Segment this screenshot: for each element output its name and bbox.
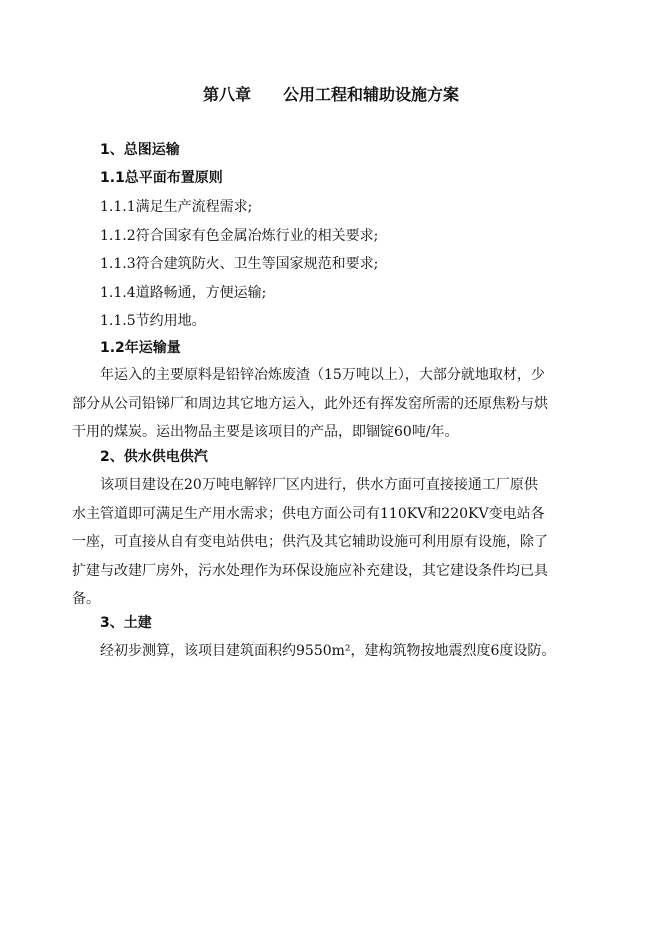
- chapter-title: 第八章 公用工程和辅助设施方案: [202, 85, 459, 104]
- paragraph-line: 该项目建设在20万吨电解锌厂区内进行，供水方面可直接接通工厂原供: [100, 477, 538, 493]
- section-3-paragraph: [100, 637, 600, 666]
- paragraph-line: 一座，可直接从自有变电站供电；供汽及其它辅助设施可利用原有设施，除了: [72, 534, 548, 550]
- section-1-heading: 1、总图运输: [100, 142, 180, 158]
- section-2-paragraph: [72, 471, 600, 614]
- paragraph-line: 经初步测算，该项目建筑面积约9550m²，建构筑物按地震烈度6度设防。: [100, 643, 556, 659]
- list-item: 1.1.1满足生产流程需求;: [100, 199, 253, 215]
- section-1-2-heading: 1.2年运输量: [100, 340, 181, 356]
- paragraph-line: 水主管道即可满足生产用水需求；供电方面公司有110KV和220KV变电站各: [72, 505, 545, 522]
- paragraph-line: 年运入的主要原料是铅锌冶炼废渣（15万吨以上），大部分就地取材，少: [100, 367, 545, 383]
- paragraph-line: 部分从公司铅锑厂和周边其它地方运入，此外还有挥发窑所需的还原焦粉与烘: [72, 395, 548, 412]
- paragraph-line: 干用的煤炭。运出物品主要是该项目的产品，即锢锭60吨/年。: [72, 424, 459, 440]
- list-item: 1.1.5节约用地。: [100, 313, 206, 329]
- list-item: 1.1.3符合建筑防火、卫生等国家规范和要求;: [100, 256, 379, 272]
- list-item: 1.1.4道路畅通，方便运输;: [100, 285, 267, 301]
- section-1-1-heading: 1.1总平面布置原则: [100, 170, 223, 186]
- paragraph-line: 扩建与改建厂房外，污水处理作为环保设施应补充建设，其它建设条件均已具: [72, 562, 548, 579]
- paragraph-line: 备。: [72, 591, 100, 607]
- section-1-2-paragraph: [72, 361, 600, 447]
- section-2-heading: 2、供水供电供汽: [100, 449, 208, 465]
- list-item: 1.1.2符合国家有色金属冶炼行业的相关要求;: [100, 228, 379, 244]
- section-3-heading: 3、土建: [100, 615, 152, 631]
